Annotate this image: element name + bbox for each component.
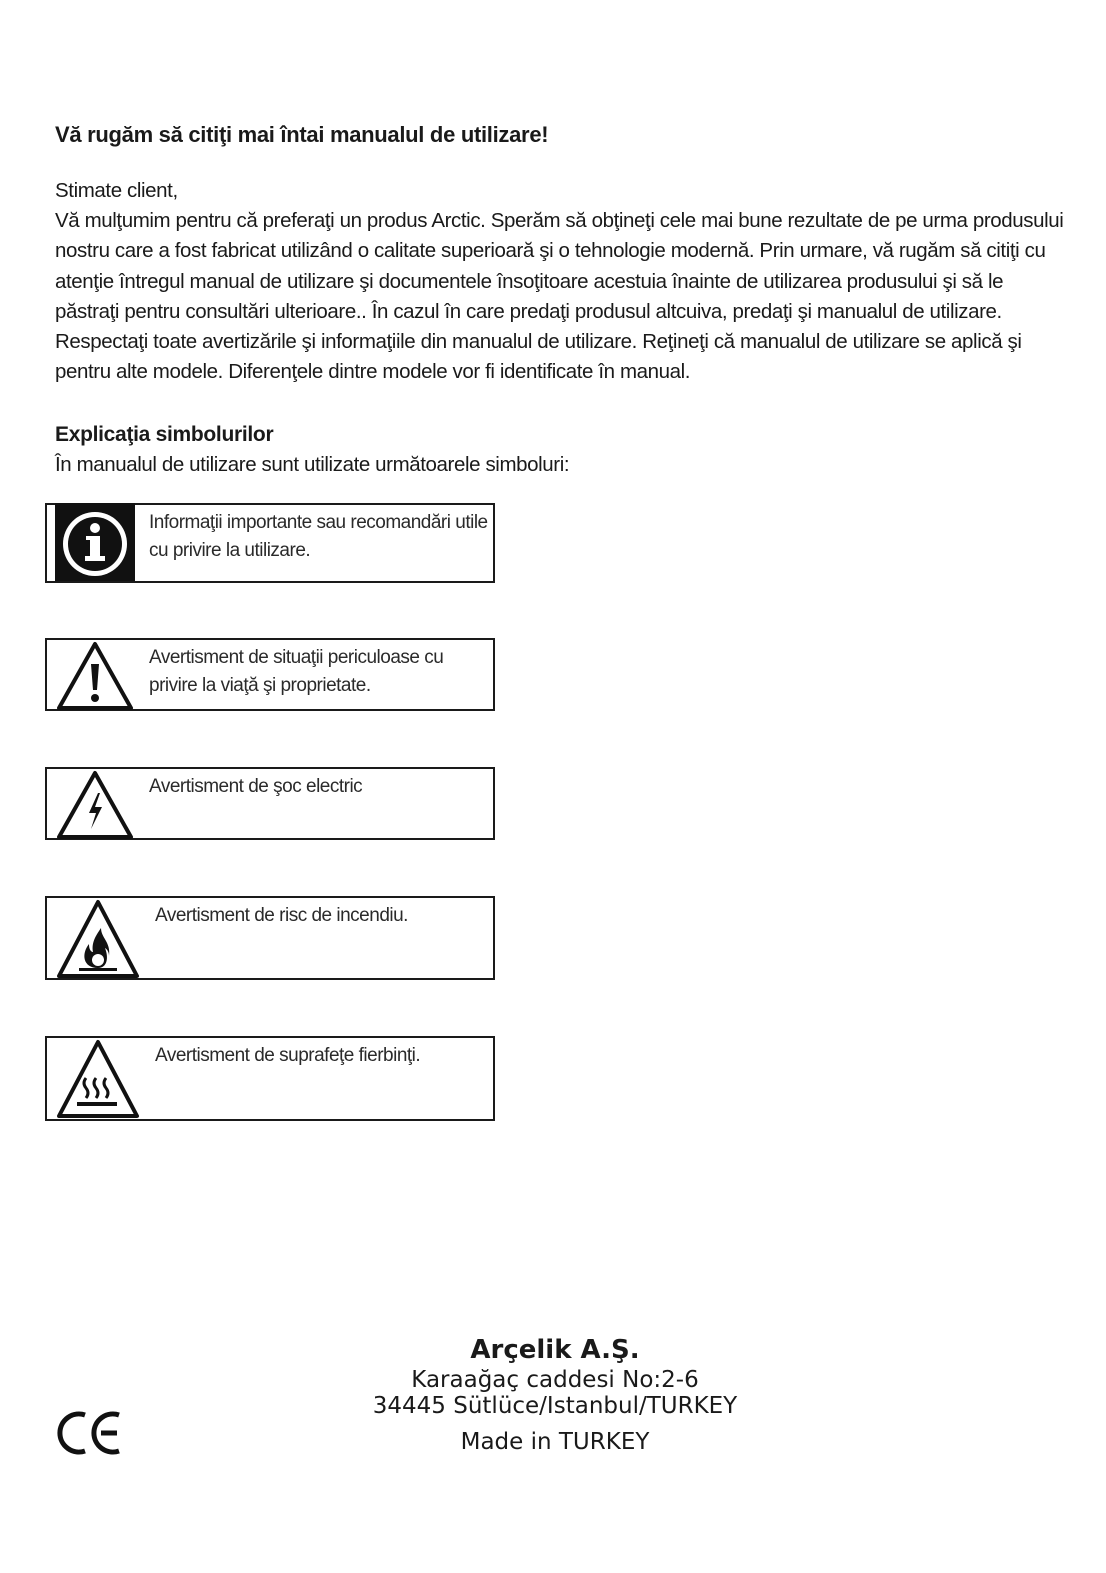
company-name: Arçelik A.Ş. [470,1335,640,1365]
hot-surface-icon [55,1038,141,1120]
symbol-box-warning [45,638,495,711]
symbol-box-info [45,503,495,583]
symbol-text-fire: Avertisment de risc de incendiu. [155,905,408,926]
page-heading: Vă rugăm să citiţi mai întai manualul de utilizare! [55,122,549,147]
intro-body: Vă mulţumim pentru că preferaţi un produs Arctic. Sperăm să obţineţi cele mai bune rezultate de pe urma produsului nostru care a fost fabricat utilizând o calitate superioară şi o tehnologie modernă. Prin urmare, vă rugăm să citiţi cu atenţie întregul manual de utilizare şi documentele însoţitoare acestuia înainte de utilizarea produsului şi să le păstraţi pentru consultări ulterioare.. În cazul în care predaţi produsul altcuiva, predaţi şi manualul de utilizare. Respectaţi toate avertizările şi informaţiile din manualul de utilizare. Reţineţi că manualul de utilizare se aplică şi pentru alte modele. Diferenţele dintre modele vor fi identificate în manual. [55,209,1064,384]
company-address-line2: 34445 Sütlüce/Istanbul/TURKEY [372,1393,738,1419]
company-info [300,1333,810,1455]
greeting: Stimate client, [55,179,178,202]
symbol-text-warning: Avertisment de situaţii periculoase cu privire la viaţă şi proprietate. [149,647,444,696]
symbol-text-electric: Avertisment de şoc electric [149,776,363,797]
fire-icon [55,898,141,980]
made-in: Made in TURKEY [460,1429,650,1455]
intro-text [55,176,1065,387]
symbol-box-hot-surface [45,1036,495,1121]
warning-icon [55,640,135,712]
electric-shock-icon [55,769,135,841]
symbols-heading: Explicaţia simbolurilor [55,423,274,446]
symbols-intro: În manualul de utilizare sunt utilizate următoarele simboluri: [55,453,570,476]
symbol-text-hot-surface: Avertisment de suprafeţe fierbinţi. [155,1045,421,1066]
ce-mark-icon [55,1410,123,1456]
symbol-box-electric [45,767,495,840]
company-address-line1: Karaağaç caddesi No:2-6 [411,1367,699,1393]
symbol-text-info: Informaţii importante sau recomandări utile cu privire la utilizare. [149,512,488,561]
symbol-box-fire [45,896,495,980]
info-icon [55,503,135,581]
